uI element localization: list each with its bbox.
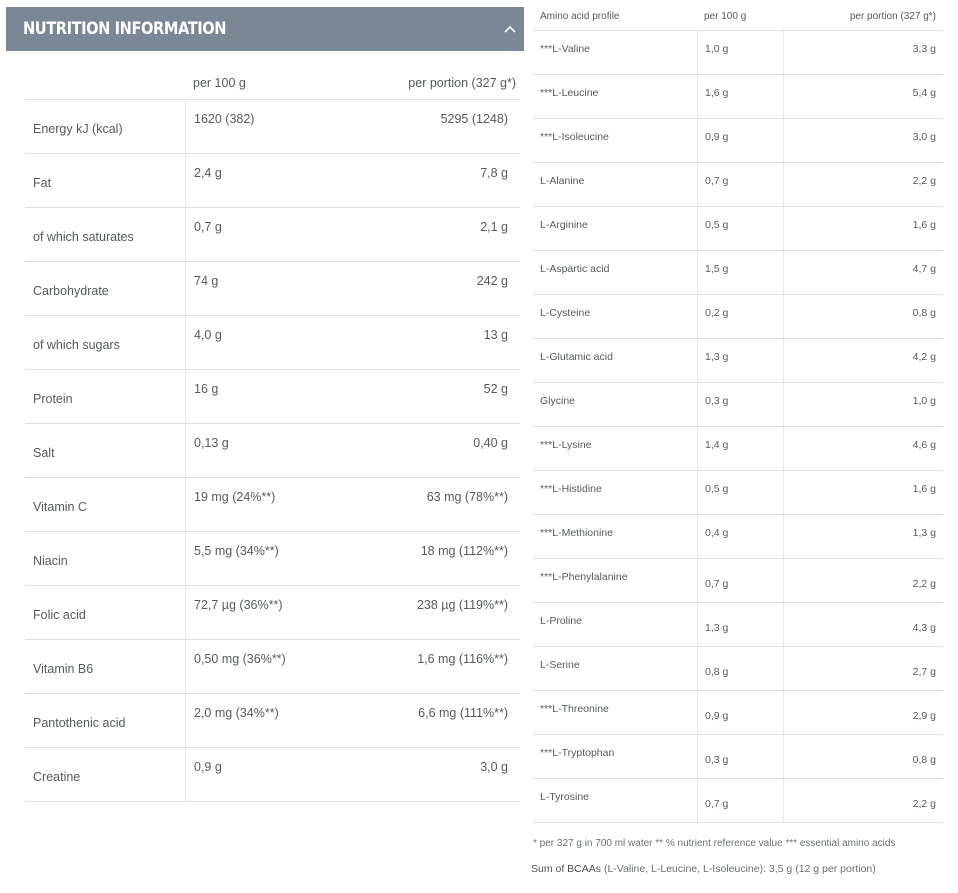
nutrient-name: Creatine <box>33 770 81 784</box>
amino-acid-name: L-Alanine <box>540 175 585 187</box>
table-row <box>533 339 943 383</box>
table-row <box>533 603 943 647</box>
value-per-portion: 6,6 mg (111%**) <box>418 706 508 720</box>
value-per-100g: 0,5 g <box>697 207 783 250</box>
amino-table-header <box>533 6 943 31</box>
amino-acid-name: L-Aspartic acid <box>540 263 610 275</box>
table-row <box>533 207 943 251</box>
nutrition-section-header[interactable] <box>6 7 524 51</box>
value-per-100g: 2,4 g <box>185 154 369 207</box>
value-per-portion: 3,3 g <box>783 31 943 74</box>
value-per-portion: 2,2 g <box>783 779 943 822</box>
value-per-100g: 0,2 g <box>697 295 783 338</box>
value-per-portion: 1,0 g <box>783 383 943 426</box>
value-per-100g: 0,7 g <box>697 559 783 602</box>
value-per-portion: 2,9 g <box>783 691 943 734</box>
section-title: NUTRITION INFORMATION <box>23 19 227 39</box>
amino-acid-name: ***L-Lysine <box>540 439 592 451</box>
value-per-portion: 1,6 mg (116%**) <box>417 652 508 666</box>
column-header-amino-acid: Amino acid profile <box>540 11 620 22</box>
table-row <box>25 532 520 586</box>
amino-acid-name: L-Cysteine <box>540 307 591 319</box>
value-per-100g: 5,5 mg (34%**) <box>185 532 369 585</box>
nutrient-name: Folic acid <box>33 608 86 622</box>
footnote-bcaa <box>531 863 876 875</box>
nutrient-name: of which sugars <box>33 338 120 352</box>
column-header-per-portion: per portion (327 g*) <box>849 11 936 22</box>
value-per-100g: 0,50 mg (36%**) <box>185 640 369 693</box>
table-row <box>25 262 520 316</box>
table-row <box>533 31 943 75</box>
value-per-portion: 5,4 g <box>783 75 943 118</box>
value-per-portion: 4,2 g <box>783 339 943 382</box>
table-row <box>25 586 520 640</box>
value-per-100g: 1,5 g <box>697 251 783 294</box>
value-per-100g: 0,3 g <box>697 735 783 778</box>
value-per-100g: 1,4 g <box>697 427 783 470</box>
value-per-100g: 19 mg (24%**) <box>185 478 369 531</box>
nutrient-name: Fat <box>33 176 52 190</box>
table-row <box>533 515 943 559</box>
bcaa-text: (L-Valine, L-Leucine, L-Isoleucine): 3,5 g (12 g per portion) <box>601 863 876 875</box>
table-row <box>533 383 943 427</box>
table-row <box>533 427 943 471</box>
table-row <box>533 691 943 735</box>
value-per-portion: 0,8 g <box>783 295 943 338</box>
value-per-100g: 1620 (382) <box>185 100 369 153</box>
value-per-portion: 18 mg (112%**) <box>420 544 508 558</box>
nutrition-table-header <box>25 72 520 100</box>
nutrient-name: Vitamin C <box>33 500 87 514</box>
table-row <box>25 694 520 748</box>
table-row <box>25 208 520 262</box>
value-per-100g: 1,3 g <box>697 339 783 382</box>
value-per-portion: 63 mg (78%**) <box>426 490 508 504</box>
table-row <box>533 163 943 207</box>
value-per-100g: 0,7 g <box>185 208 369 261</box>
value-per-portion: 1,3 g <box>783 515 943 558</box>
chevron-up-icon[interactable] <box>502 21 518 37</box>
bcaa-label: Sum of BCAAs <box>531 863 602 875</box>
table-row <box>533 779 943 823</box>
amino-acid-table <box>533 6 943 823</box>
table-row <box>533 647 943 691</box>
table-row <box>25 154 520 208</box>
table-row <box>533 295 943 339</box>
value-per-100g: 0,8 g <box>697 647 783 690</box>
nutrient-name: Niacin <box>33 554 68 568</box>
amino-acid-name: L-Serine <box>540 659 580 671</box>
amino-acid-name: L-Proline <box>540 615 583 627</box>
value-per-100g: 1,0 g <box>697 31 783 74</box>
table-row <box>25 370 520 424</box>
value-per-portion: 242 g <box>476 274 508 288</box>
table-row <box>25 748 520 802</box>
table-row <box>533 75 943 119</box>
column-header-nutrient <box>25 72 185 99</box>
column-header-per-100g: per 100 g <box>704 11 747 22</box>
value-per-100g: 72,7 µg (36%**) <box>185 586 369 639</box>
footnote-legend: * per 327 g in 700 ml water ** % nutrient reference value *** essential amino acids <box>533 838 896 849</box>
value-per-100g: 0,9 g <box>697 119 783 162</box>
value-per-100g: 0,9 g <box>697 691 783 734</box>
nutrient-name: Vitamin B6 <box>33 662 94 676</box>
table-row <box>533 735 943 779</box>
nutrient-name: Protein <box>33 392 73 406</box>
value-per-portion: 238 µg (119%**) <box>416 598 508 612</box>
amino-acid-name: ***L-Methionine <box>540 527 613 539</box>
value-per-100g: 0,9 g <box>185 748 369 801</box>
value-per-portion: 5295 (1248) <box>440 112 508 126</box>
amino-acid-name: ***L-Isoleucine <box>540 131 609 143</box>
table-row <box>533 251 943 295</box>
amino-acid-name: ***L-Phenylalanine <box>540 571 628 583</box>
value-per-portion: 13 g <box>483 328 508 342</box>
amino-acid-name: ***L-Histidine <box>540 483 602 495</box>
amino-acid-name: ***L-Tryptophan <box>540 747 615 759</box>
amino-acid-name: ***L-Valine <box>540 43 591 55</box>
value-per-portion: 2,2 g <box>783 163 943 206</box>
table-row <box>533 471 943 515</box>
nutrient-name: Energy kJ (kcal) <box>33 122 123 136</box>
value-per-portion: 1,6 g <box>783 471 943 514</box>
value-per-100g: 0,7 g <box>697 779 783 822</box>
value-per-portion: 3,0 g <box>480 760 508 774</box>
amino-acid-name: L-Tyrosine <box>540 791 590 803</box>
table-row <box>25 316 520 370</box>
column-header-per-100g: per 100 g <box>193 76 246 90</box>
nutrition-table <box>25 72 520 802</box>
value-per-100g: 0,7 g <box>697 163 783 206</box>
column-header-per-portion: per portion (327 g*) <box>408 76 516 90</box>
value-per-portion: 4,3 g <box>783 603 943 646</box>
value-per-portion: 3,0 g <box>783 119 943 162</box>
value-per-portion: 4,6 g <box>783 427 943 470</box>
value-per-100g: 16 g <box>185 370 369 423</box>
value-per-portion: 2,1 g <box>480 220 508 234</box>
nutrient-name: Salt <box>33 446 55 460</box>
amino-acid-name: L-Arginine <box>540 219 588 231</box>
nutrient-name: Pantothenic acid <box>33 716 126 730</box>
amino-acid-name: ***L-Leucine <box>540 87 599 99</box>
value-per-100g: 1,3 g <box>697 603 783 646</box>
value-per-100g: 0,4 g <box>697 515 783 558</box>
value-per-portion: 0,8 g <box>783 735 943 778</box>
value-per-100g: 4,0 g <box>185 316 369 369</box>
nutrient-name: of which saturates <box>33 230 134 244</box>
table-row <box>25 424 520 478</box>
value-per-portion: 2,2 g <box>783 559 943 602</box>
value-per-portion: 0,40 g <box>473 436 508 450</box>
value-per-portion: 1,6 g <box>783 207 943 250</box>
amino-acid-name: L-Glutamic acid <box>540 351 613 363</box>
table-row <box>25 640 520 694</box>
table-row <box>533 559 943 603</box>
value-per-100g: 0,3 g <box>697 383 783 426</box>
value-per-100g: 74 g <box>185 262 369 315</box>
amino-acid-name: ***L-Threonine <box>540 703 609 715</box>
value-per-portion: 52 g <box>483 382 508 396</box>
table-row <box>25 478 520 532</box>
value-per-portion: 7,8 g <box>480 166 508 180</box>
nutrient-name: Carbohydrate <box>33 284 109 298</box>
amino-acid-name: Glycine <box>540 395 576 407</box>
value-per-100g: 1,6 g <box>697 75 783 118</box>
value-per-portion: 4,7 g <box>783 251 943 294</box>
value-per-100g: 2,0 mg (34%**) <box>185 694 369 747</box>
value-per-100g: 0,13 g <box>185 424 369 477</box>
value-per-100g: 0,5 g <box>697 471 783 514</box>
table-row <box>25 100 520 154</box>
value-per-portion: 2,7 g <box>783 647 943 690</box>
table-row <box>533 119 943 163</box>
